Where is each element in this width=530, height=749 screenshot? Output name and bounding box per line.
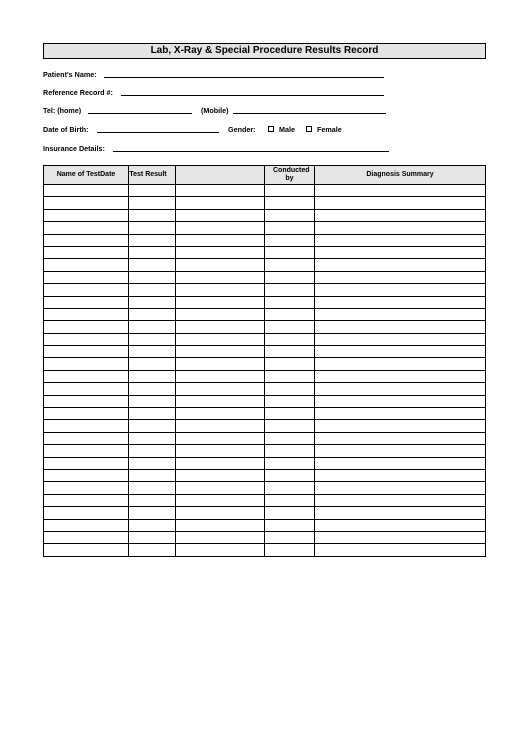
table-cell[interactable]: [129, 383, 176, 395]
table-cell[interactable]: [315, 246, 486, 258]
table-cell[interactable]: [129, 531, 176, 543]
table-cell[interactable]: [315, 222, 486, 234]
table-cell[interactable]: [315, 185, 486, 197]
table-row: [44, 246, 486, 258]
table-row: [44, 507, 486, 519]
patient-name-label: Patient's Name:: [43, 70, 97, 79]
table-cell[interactable]: [44, 296, 129, 308]
table-cell[interactable]: [315, 494, 486, 506]
table-cell[interactable]: [44, 358, 129, 370]
table-cell[interactable]: [176, 197, 265, 209]
table-cell[interactable]: [265, 321, 315, 333]
table-cell[interactable]: [315, 445, 486, 457]
reference-record-field[interactable]: [121, 95, 384, 96]
table-cell[interactable]: [265, 358, 315, 370]
table-row: [44, 544, 486, 556]
table-row: [44, 197, 486, 209]
table-cell[interactable]: [315, 469, 486, 481]
table-cell[interactable]: [176, 507, 265, 519]
table-cell[interactable]: [315, 321, 486, 333]
table-cell[interactable]: [265, 346, 315, 358]
table-cell[interactable]: [176, 420, 265, 432]
table-cell[interactable]: [176, 370, 265, 382]
table-row: [44, 519, 486, 531]
table-cell[interactable]: [44, 234, 129, 246]
form-title: Lab, X-Ray & Special Procedure Results Record: [43, 43, 486, 59]
table-cell[interactable]: [315, 383, 486, 395]
table-cell[interactable]: [44, 494, 129, 506]
table-cell[interactable]: [129, 370, 176, 382]
table-cell[interactable]: [129, 544, 176, 556]
insurance-label: Insurance Details:: [43, 144, 105, 153]
table-cell[interactable]: [129, 197, 176, 209]
table-row: [44, 383, 486, 395]
table-cell[interactable]: [176, 494, 265, 506]
table-cell[interactable]: [44, 507, 129, 519]
table-cell[interactable]: [44, 432, 129, 444]
table-cell[interactable]: [176, 185, 265, 197]
table-cell[interactable]: [176, 234, 265, 246]
table-row: [44, 432, 486, 444]
table-cell[interactable]: [315, 259, 486, 271]
table-cell[interactable]: [176, 246, 265, 258]
table-cell[interactable]: [176, 519, 265, 531]
table-row: [44, 346, 486, 358]
table-cell[interactable]: [265, 333, 315, 345]
table-cell[interactable]: [176, 308, 265, 320]
table-cell[interactable]: [265, 507, 315, 519]
table-cell[interactable]: [44, 321, 129, 333]
table-cell[interactable]: [129, 308, 176, 320]
table-cell[interactable]: [129, 395, 176, 407]
table-cell[interactable]: [129, 469, 176, 481]
header-name-of-test: Name of Test: [56, 171, 101, 178]
table-cell[interactable]: [129, 185, 176, 197]
table-cell[interactable]: [265, 519, 315, 531]
table-cell[interactable]: [265, 370, 315, 382]
table-cell[interactable]: [44, 308, 129, 320]
table-row: [44, 370, 486, 382]
table-cell[interactable]: [44, 333, 129, 345]
table-cell[interactable]: [176, 271, 265, 283]
table-cell[interactable]: [129, 420, 176, 432]
table-cell[interactable]: [44, 544, 129, 556]
table-row: [44, 333, 486, 345]
table-cell[interactable]: [265, 197, 315, 209]
male-checkbox[interactable]: [268, 126, 274, 132]
table-cell[interactable]: [129, 259, 176, 271]
table-cell[interactable]: [265, 209, 315, 221]
mobile-label: (Mobile): [201, 106, 229, 115]
table-cell[interactable]: [265, 445, 315, 457]
table-cell[interactable]: [176, 395, 265, 407]
table-cell[interactable]: [265, 420, 315, 432]
table-cell[interactable]: [265, 457, 315, 469]
tel-home-field[interactable]: [88, 113, 192, 114]
table-cell[interactable]: [44, 197, 129, 209]
female-label: Female: [317, 125, 342, 134]
table-cell[interactable]: [44, 370, 129, 382]
table-cell[interactable]: [129, 358, 176, 370]
table-cell[interactable]: [129, 507, 176, 519]
table-cell[interactable]: [265, 296, 315, 308]
table-cell[interactable]: [129, 482, 176, 494]
table-cell[interactable]: [129, 408, 176, 420]
table-cell[interactable]: [176, 321, 265, 333]
table-row: [44, 321, 486, 333]
table-cell[interactable]: [265, 308, 315, 320]
table-cell[interactable]: [44, 469, 129, 481]
table-cell[interactable]: [265, 259, 315, 271]
table-cell[interactable]: [265, 432, 315, 444]
table-cell[interactable]: [176, 284, 265, 296]
table-cell[interactable]: [265, 531, 315, 543]
table-cell[interactable]: [44, 482, 129, 494]
table-cell[interactable]: [44, 457, 129, 469]
table-cell[interactable]: [44, 346, 129, 358]
table-cell[interactable]: [44, 222, 129, 234]
table-cell[interactable]: [265, 482, 315, 494]
table-row: [44, 271, 486, 283]
table-cell[interactable]: [44, 284, 129, 296]
table-cell[interactable]: [176, 408, 265, 420]
table-row: [44, 408, 486, 420]
table-cell[interactable]: [176, 209, 265, 221]
table-cell[interactable]: [315, 457, 486, 469]
reference-record-label: Reference Record #:: [43, 88, 113, 97]
table-cell[interactable]: [265, 234, 315, 246]
gender-label: Gender:: [228, 125, 256, 134]
table-cell[interactable]: [265, 284, 315, 296]
table-row: [44, 469, 486, 481]
table-cell[interactable]: [315, 408, 486, 420]
table-cell[interactable]: [315, 432, 486, 444]
table-cell[interactable]: [315, 197, 486, 209]
header-diagnosis-summary: Diagnosis Summary: [315, 166, 486, 185]
table-cell[interactable]: [315, 284, 486, 296]
table-cell[interactable]: [129, 246, 176, 258]
mobile-field[interactable]: [233, 113, 386, 114]
table-cell[interactable]: [44, 531, 129, 543]
table-row: [44, 420, 486, 432]
header-name-of-test-date: [44, 166, 129, 185]
table-cell[interactable]: [44, 271, 129, 283]
table-cell[interactable]: [315, 271, 486, 283]
table-row: [44, 457, 486, 469]
table-cell[interactable]: [315, 234, 486, 246]
table-cell[interactable]: [315, 333, 486, 345]
table-cell[interactable]: [129, 494, 176, 506]
table-cell[interactable]: [265, 246, 315, 258]
table-cell[interactable]: [129, 321, 176, 333]
table-cell[interactable]: [129, 346, 176, 358]
table-cell[interactable]: [44, 383, 129, 395]
table-row: [44, 284, 486, 296]
table-row: [44, 209, 486, 221]
header-blank: [176, 166, 265, 185]
table-row: [44, 222, 486, 234]
table-cell[interactable]: [315, 370, 486, 382]
header-conducted-by: Conducted by: [265, 166, 315, 185]
table-row: [44, 296, 486, 308]
table-cell[interactable]: [44, 420, 129, 432]
table-cell[interactable]: [315, 209, 486, 221]
patient-name-field[interactable]: [104, 77, 384, 78]
insurance-field[interactable]: [113, 151, 389, 152]
table-row: [44, 259, 486, 271]
table-cell[interactable]: [265, 494, 315, 506]
table-row: [44, 494, 486, 506]
table-row: [44, 234, 486, 246]
table-row: [44, 482, 486, 494]
table-cell[interactable]: [265, 469, 315, 481]
table-cell[interactable]: [129, 222, 176, 234]
table-cell[interactable]: [44, 519, 129, 531]
table-cell[interactable]: [315, 296, 486, 308]
table-cell[interactable]: [176, 346, 265, 358]
tel-home-label: Tel: (home): [43, 106, 82, 115]
table-row: [44, 445, 486, 457]
results-table: [43, 165, 486, 557]
table-cell[interactable]: [265, 383, 315, 395]
dob-label: Date of Birth:: [43, 125, 89, 134]
table-row: [44, 185, 486, 197]
table-cell[interactable]: [176, 432, 265, 444]
table-cell[interactable]: [176, 531, 265, 543]
table-cell[interactable]: [129, 519, 176, 531]
table-cell[interactable]: [44, 209, 129, 221]
table-cell[interactable]: [129, 209, 176, 221]
table-cell[interactable]: [315, 482, 486, 494]
table-cell[interactable]: [315, 358, 486, 370]
female-option[interactable]: [306, 125, 342, 134]
table-cell[interactable]: [176, 457, 265, 469]
table-cell[interactable]: [176, 445, 265, 457]
table-cell[interactable]: [265, 544, 315, 556]
table-cell[interactable]: [44, 408, 129, 420]
table-cell[interactable]: [315, 420, 486, 432]
table-cell[interactable]: [129, 234, 176, 246]
table-row: [44, 358, 486, 370]
table-cell[interactable]: [44, 259, 129, 271]
table-cell[interactable]: [176, 296, 265, 308]
table-cell[interactable]: [265, 185, 315, 197]
table-cell[interactable]: [44, 246, 129, 258]
table-cell[interactable]: [265, 395, 315, 407]
table-cell[interactable]: [265, 271, 315, 283]
table-cell[interactable]: [265, 408, 315, 420]
table-cell[interactable]: [129, 432, 176, 444]
table-cell[interactable]: [129, 333, 176, 345]
table-cell[interactable]: [315, 308, 486, 320]
table-cell[interactable]: [176, 544, 265, 556]
table-cell[interactable]: [44, 185, 129, 197]
table-cell[interactable]: [176, 469, 265, 481]
table-cell[interactable]: [129, 457, 176, 469]
table-cell[interactable]: [315, 346, 486, 358]
female-checkbox[interactable]: [306, 126, 312, 132]
male-label: Male: [279, 125, 295, 134]
table-row: [44, 308, 486, 320]
table-header-row: [44, 166, 486, 185]
table-cell[interactable]: [176, 259, 265, 271]
table-cell[interactable]: [176, 383, 265, 395]
table-row: [44, 395, 486, 407]
table-cell[interactable]: [129, 271, 176, 283]
header-date: Date: [100, 171, 116, 178]
header-test-result: Test Result: [129, 166, 176, 185]
table-cell[interactable]: [315, 507, 486, 519]
table-cell[interactable]: [129, 284, 176, 296]
table-cell[interactable]: [176, 482, 265, 494]
table-cell[interactable]: [315, 395, 486, 407]
table-cell[interactable]: [176, 358, 265, 370]
table-cell[interactable]: [176, 222, 265, 234]
table-cell[interactable]: [315, 531, 486, 543]
table-row: [44, 531, 486, 543]
table-cell[interactable]: [315, 544, 486, 556]
table-cell[interactable]: [265, 222, 315, 234]
table-cell[interactable]: [176, 333, 265, 345]
table-cell[interactable]: [129, 445, 176, 457]
dob-field[interactable]: [97, 132, 219, 133]
male-option[interactable]: [268, 125, 295, 134]
table-cell[interactable]: [44, 445, 129, 457]
table-cell[interactable]: [315, 519, 486, 531]
table-cell[interactable]: [129, 296, 176, 308]
table-cell[interactable]: [44, 395, 129, 407]
